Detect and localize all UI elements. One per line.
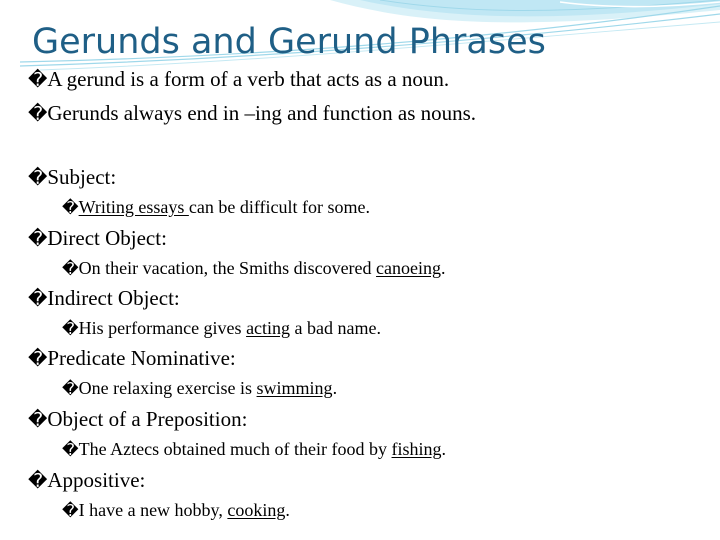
gerund-underline: swimming (256, 378, 333, 398)
example-predicate-nominative (62, 378, 337, 399)
intro-bullet-1 (28, 67, 449, 92)
bullet-marker: � (28, 348, 48, 370)
bullet-marker: � (28, 103, 48, 125)
example-object-of-preposition (62, 439, 446, 460)
section-heading-appositive (28, 468, 145, 493)
bullet-marker: � (28, 409, 48, 431)
section-heading: Indirect Object: (47, 286, 180, 310)
example-text-after: . (285, 500, 290, 520)
example-text-before: The Aztecs obtained much of their food by (78, 439, 392, 459)
example-text-after: . (332, 378, 338, 398)
bullet-marker: � (62, 198, 79, 217)
bullet-marker: � (62, 501, 79, 520)
slide-title: Gerunds and Gerund Phrases (32, 22, 546, 62)
gerund-underline: canoeing (376, 258, 442, 278)
bullet-marker: � (62, 379, 79, 398)
gerund-underline: fishing (391, 439, 442, 459)
section-heading: Object of a Preposition: (47, 407, 248, 431)
example-text-after: can be difficult for some. (188, 197, 370, 217)
gerund-underline: Writing essays (78, 197, 189, 217)
bullet-marker: � (62, 440, 79, 459)
gerund-underline: cooking (227, 500, 286, 520)
section-heading-subject (28, 165, 116, 190)
example-text-before: One relaxing exercise is (78, 378, 257, 398)
example-text-after: a bad name. (290, 318, 382, 338)
example-subject (62, 197, 370, 218)
example-text-before: His performance gives (78, 318, 247, 338)
example-appositive (62, 500, 290, 521)
section-heading: Subject: (47, 165, 117, 189)
bullet-marker: � (62, 259, 79, 278)
bullet-marker: � (28, 228, 48, 250)
example-indirect-object (62, 318, 381, 339)
bullet-marker: � (28, 167, 48, 189)
gerund-underline: acting (246, 318, 291, 338)
section-heading-direct-object (28, 226, 167, 251)
intro-text: Gerunds always end in –ing and function as nouns. (47, 101, 477, 125)
section-heading-indirect-object (28, 286, 180, 311)
section-heading-predicate-nominative (28, 346, 236, 371)
section-heading: Direct Object: (47, 226, 167, 250)
intro-text: A gerund is a form of a verb that acts as a noun. (47, 67, 450, 91)
example-text-before: On their vacation, the Smiths discovered (78, 258, 377, 278)
intro-bullet-2 (28, 101, 476, 126)
example-direct-object (62, 258, 446, 279)
example-text-after: . (441, 258, 446, 278)
example-text-before: I have a new hobby, (78, 500, 228, 520)
bullet-marker: � (62, 319, 79, 338)
bullet-marker: � (28, 288, 48, 310)
section-heading-object-of-preposition (28, 407, 247, 432)
bullet-marker: � (28, 470, 48, 492)
section-heading: Appositive: (47, 468, 146, 492)
section-heading: Predicate Nominative: (47, 346, 236, 370)
example-text-after: . (441, 439, 447, 459)
bullet-marker: � (28, 69, 48, 91)
